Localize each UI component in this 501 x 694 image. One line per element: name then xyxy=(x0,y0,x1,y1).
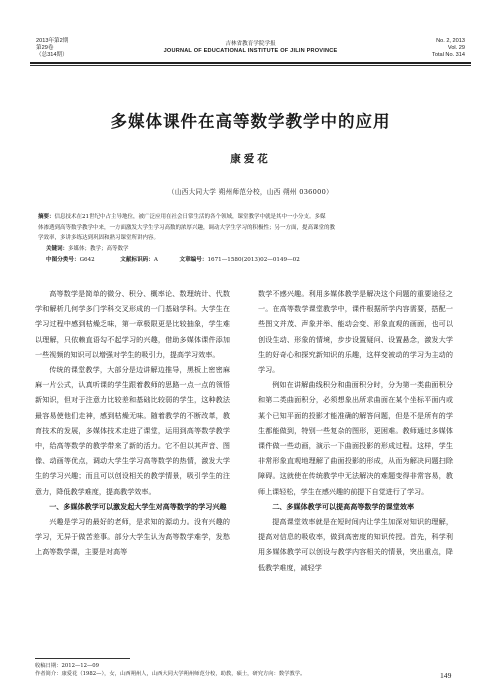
body-column-left xyxy=(35,286,230,560)
abstract-label: 摘要： xyxy=(38,214,55,220)
header-right xyxy=(432,38,465,59)
footnote xyxy=(35,662,305,678)
page-number: 149 xyxy=(440,671,452,680)
body-column-right xyxy=(258,286,453,575)
classification-line xyxy=(46,255,476,266)
paragraph-continued: 数学不感兴趣。利用多媒体教学是解决这个问题的重要途径之一。在高等数学课堂教学中，课件根据所学内容需要，搭配一些图文并茂、声象并举、能动会变、形象直观的画面，也可以创设生动、形象的情境，步步设置疑问、设置悬念，激发大学生的好奇心和探究新知识的乐趣，这样变被动的学习为主动的学习。 xyxy=(258,289,453,375)
paragraph: 高等数学是简单的微分、积分、概率论、数理统计、代数学和解析几何学多门学科交叉形成的一门基础学科。大学生在学习过程中感到枯燥乏味，第一章极限更是比较抽象，学生难以理解，只依赖直语勾不起学习的兴趣，借助多媒体课件添加一些视频的知识可以增强对学生的吸引力，提高学习效率。 xyxy=(35,289,230,359)
abstract-text-1: 信息技术在21世纪中占主导地位，被广泛应用在社会日常生活的各个领域，课堂教学中就是其中一小分支。多媒 xyxy=(54,214,326,220)
paragraph: 传统的课堂教学，大部分是边讲解边推导，黑板上密密麻麻一片公式，认真听课的学生跟着教师的思路一点一点的领悟新知识，但对于注意力比较差和基础比较弱的学生，这种教法最容易使他们走神，感到枯燥无味。随着教学的不断改革，教育技术的发展，多媒体技术走进了课堂，运用到高等数学教学中，给高等数学的教学带来了新的活力。它不但以其声音、图像、动画等优点，调动大学生学习高等数学的热情，激发大学生的学习兴趣；而且可以创设相关的教学情景，吸引学生的注意力，降低教学难度，提高教学效率。 xyxy=(35,365,230,496)
received-date: 收稿日期：2012—12—09 xyxy=(35,663,100,669)
paragraph: 例如在讲解曲线积分和曲面积分时，分为第一类曲面积分和第二类曲面积分，必须想象出所求曲面在某个坐标平面内或某个已知平面的投影才能准确的解答问题，但是不是所有的学生都能做到，特别一些复杂的图形，更困难。教师通过多媒体课件做一些动画，演示一下曲面投影的形成过程。这样，学生非常形象直观地理解了曲面投影的形成，从而为解决问题扫除障碍。这就使在传统教学中无法解决的难题变得非常容易，教师上课轻松，学生在感兴趣的前提下自觉进行了学习。 xyxy=(258,380,453,496)
paragraph: 兴趣是学习的最好的老师，是求知的源动力。没有兴趣的学习，无异于做苦差事。部分大学生认为高等数学难学，发愁上高等数学课，主要是对高等 xyxy=(35,517,230,557)
abstract-line-2: 体渗透到高等数学教学中来，一方面激发大学生学习高数的浓厚兴趣，调动大学生学习的积极性；另一方面，提高课堂的教 xyxy=(38,224,336,231)
article-title: 多媒体课件在高等数学教学中的应用 xyxy=(110,112,391,131)
header-total: （总314期） xyxy=(36,52,68,58)
header-center xyxy=(0,41,501,55)
journal-name-en: JOURNAL OF EDUCATIONAL INSTITUTE OF JILIN PROVINCE xyxy=(163,48,338,54)
header-volume: 第29卷 xyxy=(36,45,54,51)
doc-code-label: 文献标识码： xyxy=(120,257,154,263)
section-heading-1: 一、多媒体教学可以激发起大学生对高等数学的学习兴趣 xyxy=(49,501,227,511)
article-number-label: 文章编号： xyxy=(179,257,208,263)
clc-code: G642 xyxy=(79,257,95,263)
abstract-line-1 xyxy=(38,212,468,223)
header-rule-thin xyxy=(30,65,471,66)
journal-name-cn: 吉林省教育学院学报 xyxy=(225,41,276,47)
header-total-en: Total No. 314 xyxy=(432,52,465,58)
keywords-text: 多媒体；教学；高等数学 xyxy=(68,246,129,252)
abstract xyxy=(38,212,468,244)
header-rule-thick xyxy=(30,62,471,64)
abstract-line-3: 学效率，多讲多练达到巩固和熟习课堂所讲内容。 xyxy=(38,235,160,241)
header-volume-en: Vol. 29 xyxy=(447,45,465,51)
section-heading-2: 二、多媒体教学可以提高高等数学的课堂效率 xyxy=(272,501,415,511)
header-issue: 2013年第2期 xyxy=(36,38,69,44)
paragraph: 提高课堂效率就是在短时间内让学生加深对知识的理解，提高对信息的吸收率，做到高密度的知识传授。首先，科学利用多媒体教学可以创设与教学内容相关的情景，突出重点，降低教学难度，减轻学 xyxy=(258,517,453,572)
keywords xyxy=(46,244,476,255)
doc-code: A xyxy=(153,257,158,263)
article-number: 1671—1580(2013)02—0149—02 xyxy=(207,257,300,263)
header-issue-en: No. 2, 2013 xyxy=(436,38,465,44)
keywords-label: 关键词： xyxy=(46,246,69,252)
article-author: 康爱花 xyxy=(230,153,271,165)
author-affiliation: （山西大同大学 朔州师范分校，山西 朔州 036000） xyxy=(167,188,334,196)
author-bio: 作者简介：康爱花（1982—），女，山西朔州人，山西大同大学朔州师范分校，助教，硕士，研究方向：数学教学。 xyxy=(35,671,306,677)
clc-label: 中图分类号： xyxy=(46,257,80,263)
footnote-rule xyxy=(35,658,130,659)
